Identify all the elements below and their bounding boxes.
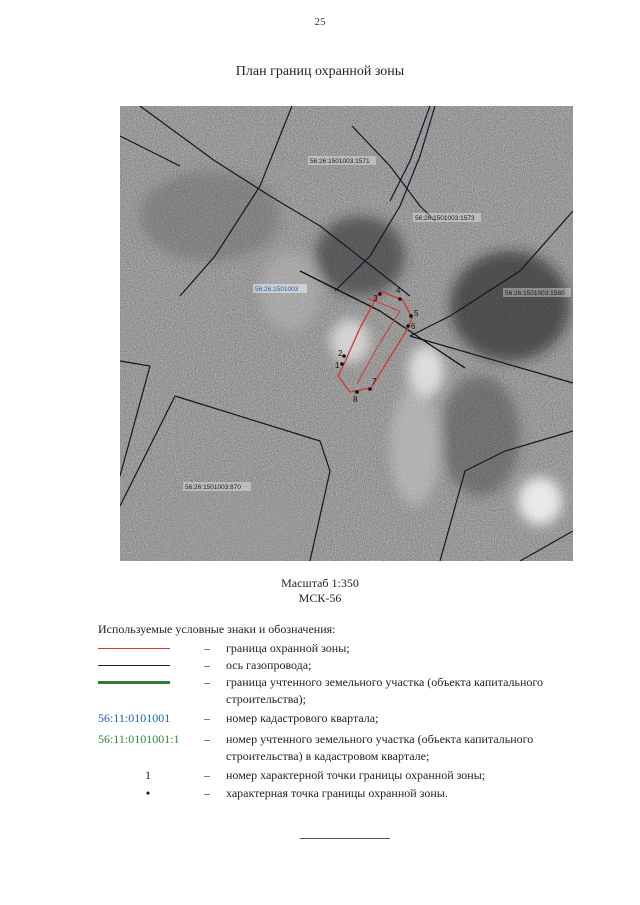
legend-dash: – [204, 786, 210, 800]
cadastral-map [120, 106, 573, 561]
legend-heading: Используемые условные знаки и обозначения: [98, 622, 336, 636]
point-label-4: 4 [396, 286, 401, 295]
legend-symbol-parcel-code: 56:11:0101001:1 [98, 732, 180, 746]
point-label-1: 1 [335, 361, 340, 370]
legend-dash: – [204, 732, 210, 746]
legend-dash: – [204, 768, 210, 782]
crs-text: МСК-56 [298, 591, 342, 605]
page-title: План границ охранной зоны [235, 64, 405, 79]
point-label-2: 2 [338, 349, 343, 358]
legend-symbol-point-dot [98, 785, 198, 802]
legend-dash: – [204, 641, 210, 655]
legend-point-number-text: 1 [145, 768, 151, 782]
parcel-label-1580-a: 56:26:1501003:1580 [505, 290, 565, 297]
parcel-label-1573: 56:26:1501003:1573 [415, 215, 475, 222]
legend-desc: граница учтенного земельного участка (объекта капитального строительства); [226, 675, 544, 706]
legend-desc: граница охранной зоны; [226, 641, 350, 655]
legend-symbol-quarter-code: 56:11:0101001 [98, 711, 171, 725]
scale-text: Масштаб 1:350 [281, 576, 359, 590]
legend-symbol-point-number [98, 767, 198, 784]
page-number: 25 [314, 16, 326, 28]
quarter-label: 56:26:1501003 [255, 286, 299, 293]
parcel-label-870: 56:26:1501003:870 [185, 484, 242, 491]
legend-desc: номер учтенного земельного участка (объекта капитального строительства) в кадастровом квартале; [226, 732, 534, 763]
footnote-rule [300, 838, 390, 839]
legend-desc: характерная точка границы охранной зоны. [226, 786, 448, 800]
point-label-5: 5 [414, 309, 419, 318]
legend-desc: ось газопровода; [226, 658, 312, 672]
point-label-8: 8 [353, 395, 358, 404]
legend-dash: – [204, 675, 210, 689]
legend-desc: номер характерной точки границы охранной зоны; [226, 768, 486, 782]
scale-block [0, 576, 640, 606]
point-label-6: 6 [411, 322, 416, 331]
parcel-label-1571: 56:26:1501003:1571 [310, 158, 370, 165]
map-svg [120, 106, 573, 561]
point-label-3: 3 [373, 294, 378, 303]
legend-desc: номер кадастрового квартала; [226, 711, 379, 725]
legend-dash: – [204, 711, 210, 725]
legend-dash: – [204, 658, 210, 672]
legend-dot-text: • [145, 786, 151, 800]
point-label-7: 7 [372, 377, 377, 386]
